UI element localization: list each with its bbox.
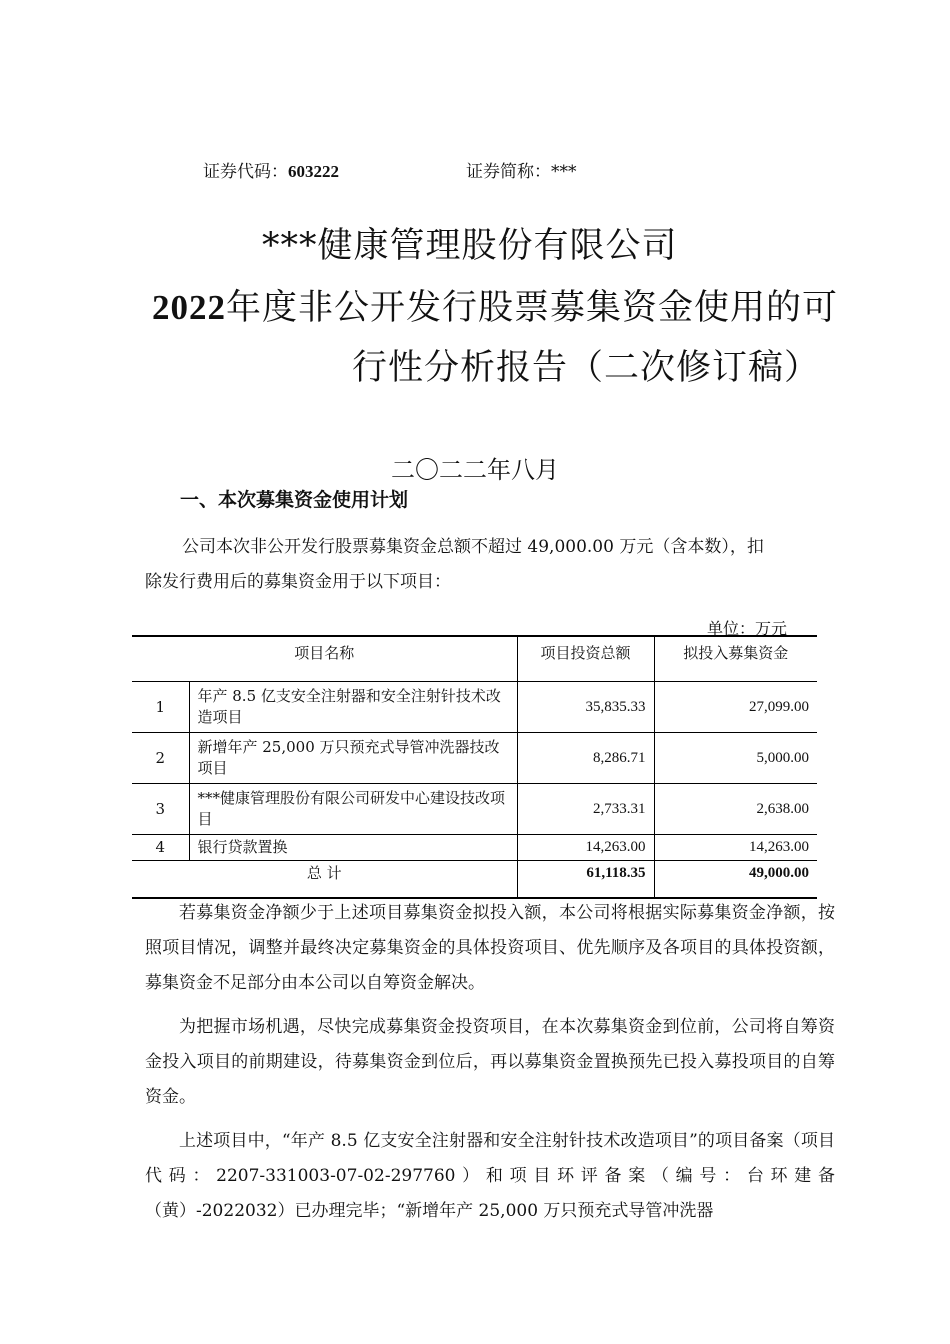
paragraph-shortfall-text: 若募集资金净额少于上述项目募集资金拟投入额，本公司将根据实际募集资金净额，按照项目情况，调整并最终决定募集资金的具体投资项目、优先顺序及各项目的具体投资额，募集资金不足部分由本公司以自筹资金解决。 — [145, 903, 835, 993]
row-total-investment: 35,835.33 — [517, 682, 654, 733]
row-total-investment: 8,286.71 — [517, 733, 654, 784]
row-project-name: 新增年产 25,000 万只预充式导管冲洗器技改项目 — [189, 733, 517, 784]
paragraph-prefunding — [145, 1010, 835, 1115]
paragraph-shortfall — [145, 896, 835, 1001]
intro-line-1: 公司本次非公开发行股票募集资金总额不超过 49,000.00 万元（含本数），扣 — [182, 537, 764, 557]
table-row — [132, 733, 817, 784]
paragraph-approvals — [145, 1124, 835, 1229]
row-index: 2 — [132, 733, 189, 784]
row-project-name: 年产 8.5 亿支安全注射器和安全注射针技术改造项目 — [189, 682, 517, 733]
stock-code-value: 603222 — [288, 162, 339, 181]
intro-line-2: 除发行费用后的募集资金用于以下项目： — [145, 572, 451, 592]
row-index: 4 — [132, 835, 189, 861]
row-raised-funds: 2,638.00 — [654, 784, 817, 835]
row-project-name: ***健康管理股份有限公司研发中心建设技改项目 — [189, 784, 517, 835]
stock-abbr-label: 证券简称： — [466, 162, 551, 182]
total-investment: 61,118.35 — [517, 861, 654, 899]
title-line-1: ***健康管理股份有限公司 — [262, 226, 678, 266]
stock-code-label: 证券代码： — [203, 162, 288, 182]
header-total-investment: 项目投资总额 — [517, 636, 654, 682]
row-raised-funds: 14,263.00 — [654, 835, 817, 861]
total-label: 总 计 — [132, 861, 517, 899]
paragraph-prefunding-text: 为把握市场机遇，尽快完成募集资金投资项目，在本次募集资金到位前，公司将自筹资金投入项目的前期建设，待募集资金到位后，再以募集资金置换预先已投入募投项目的自筹资金。 — [145, 1017, 835, 1107]
title-line-2 — [152, 280, 838, 330]
title-line-2-text: 年度非公开发行股票募集资金使用的可 — [226, 288, 839, 328]
report-date: 二〇二二年八月 — [391, 456, 559, 484]
paragraph-approvals-text: 上述项目中，“年产 8.5 亿支安全注射器和安全注射针技术改造项目”的项目备案（项目代码：2207-331003-07-02-297760）和项目环评备案（编号：台环建备（黄）-2022032）已办理完毕；“新增年产 25,000 万只预充式导管冲洗器 — [145, 1131, 835, 1221]
total-raised-funds: 49,000.00 — [654, 861, 817, 899]
table-row — [132, 784, 817, 835]
row-total-investment: 14,263.00 — [517, 835, 654, 861]
fund-usage-table — [132, 635, 817, 899]
row-raised-funds: 5,000.00 — [654, 733, 817, 784]
row-index: 1 — [132, 682, 189, 733]
stock-abbr-value: *** — [551, 162, 577, 182]
stock-code — [203, 157, 339, 182]
header-project-name: 项目名称 — [132, 636, 517, 682]
stock-abbr — [466, 157, 577, 182]
section-heading: 一、本次募集资金使用计划 — [180, 489, 409, 511]
table-row — [132, 682, 817, 733]
title-line-3: 行性分析报告（二次修订稿） — [352, 348, 821, 388]
title-year: 2022 — [152, 288, 226, 327]
intro-paragraph — [145, 530, 835, 600]
unit-label: 单位：万元 — [707, 619, 788, 638]
header-raised-funds: 拟投入募集资金 — [654, 636, 817, 682]
row-index: 3 — [132, 784, 189, 835]
table-row — [132, 835, 817, 861]
table-total-row — [132, 861, 817, 899]
row-raised-funds: 27,099.00 — [654, 682, 817, 733]
row-total-investment: 2,733.31 — [517, 784, 654, 835]
row-project-name: 银行贷款置换 — [189, 835, 517, 861]
table-header-row — [132, 636, 817, 682]
